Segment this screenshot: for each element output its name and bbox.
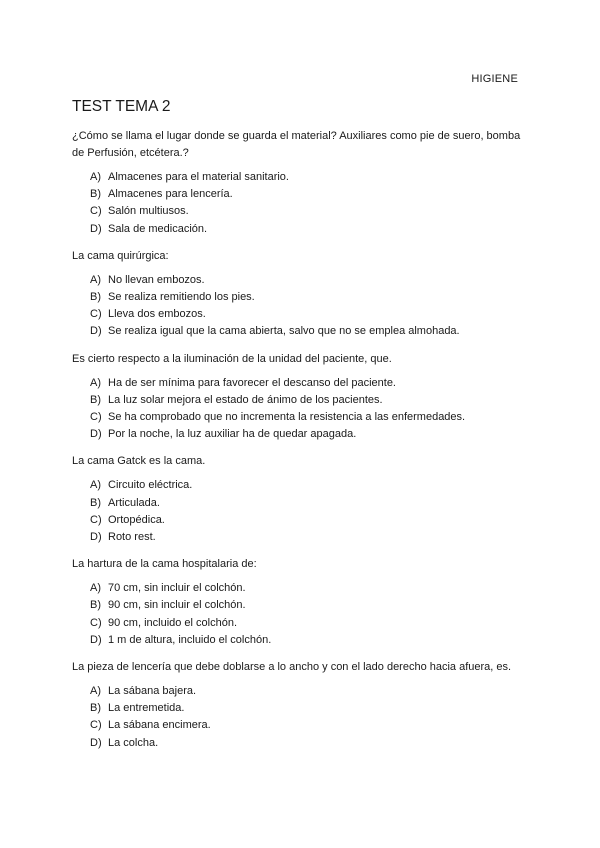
option-text: Sala de medicación.	[108, 222, 208, 235]
option-letter: D)	[90, 633, 102, 646]
option-letter: D)	[90, 325, 102, 338]
subject-header: HIGIENE	[471, 73, 518, 85]
option-letter: B)	[90, 702, 101, 715]
option-letter: C)	[90, 411, 102, 424]
option-letter: C)	[90, 513, 102, 526]
question-6	[72, 659, 532, 752]
question-4	[72, 453, 532, 546]
option-text: Almacenes para el material sanitario.	[108, 171, 289, 183]
option-text: La colcha.	[108, 736, 159, 749]
option-letter: A)	[90, 685, 101, 698]
option-letter: A)	[90, 479, 101, 492]
option-c	[90, 203, 532, 220]
option-text: La sábana encimera.	[108, 719, 211, 732]
option-list	[72, 477, 532, 546]
option-text: La luz solar mejora el estado de ánimo de los pacientes.	[108, 393, 383, 406]
option-text: 90 cm, sin incluir el colchón.	[108, 599, 246, 612]
option-text: Se realiza remitiendo los pies.	[108, 291, 255, 304]
question-text: Es cierto respecto a la iluminación de la unidad del paciente, que.	[72, 352, 392, 365]
option-letter: B)	[90, 291, 101, 304]
option-list	[72, 375, 532, 444]
page-title: TEST TEMA 2	[72, 98, 171, 115]
option-d	[90, 632, 532, 649]
option-text: Circuito eléctrica.	[108, 479, 193, 492]
option-text: Se realiza igual que la cama abierta, salvo que no se emplea almohada.	[108, 325, 460, 338]
question-text: La cama Gatck es la cama.	[72, 455, 206, 468]
question-text: La pieza de lencería que debe doblarse a lo ancho y con el lado derecho hacia afuera, es.	[72, 661, 512, 674]
option-d	[90, 735, 532, 752]
question-text: La cama quirúrgica:	[72, 249, 169, 262]
option-text: Almacenes para lencería.	[108, 188, 233, 201]
option-a	[90, 477, 532, 494]
option-text: 90 cm, incluido el colchón.	[108, 616, 238, 629]
question-text: ¿Cómo se llama el lugar donde se guarda el material? Auxiliares como pie de suero, bomba de Perfusión, etcétera.?	[72, 130, 521, 159]
option-letter: D)	[90, 531, 102, 544]
question-2	[72, 248, 532, 341]
option-b	[90, 700, 532, 717]
option-letter: B)	[90, 496, 101, 509]
option-a	[90, 169, 532, 186]
question-5	[72, 556, 532, 649]
option-d	[90, 323, 532, 340]
option-text: Roto rest.	[108, 531, 156, 544]
option-b	[90, 289, 532, 306]
option-letter: D)	[90, 428, 102, 441]
option-c	[90, 306, 532, 323]
option-text: 70 cm, sin incluir el colchón.	[108, 582, 246, 595]
option-list	[72, 272, 532, 341]
option-letter: A)	[90, 273, 101, 286]
option-letter: B)	[90, 599, 101, 612]
option-letter: C)	[90, 719, 102, 732]
option-letter: D)	[90, 222, 102, 235]
option-text: Articulada.	[108, 496, 160, 509]
question-list	[72, 128, 532, 762]
option-letter: D)	[90, 736, 102, 749]
option-c	[90, 615, 532, 632]
option-text: Ha de ser mínima para favorecer el descanso del paciente.	[108, 376, 396, 389]
option-b	[90, 186, 532, 203]
option-letter: C)	[90, 205, 102, 218]
option-letter: C)	[90, 308, 102, 321]
option-d	[90, 529, 532, 546]
option-text: Lleva dos embozos.	[108, 308, 206, 321]
option-c	[90, 717, 532, 734]
option-letter: C)	[90, 616, 102, 629]
option-text: Se ha comprobado que no incrementa la resistencia a las enfermedades.	[108, 411, 466, 424]
option-text: Ortopédica.	[108, 513, 165, 526]
option-text: La sábana bajera.	[108, 685, 197, 698]
option-letter: A)	[90, 582, 101, 595]
option-list	[72, 683, 532, 752]
option-list	[72, 580, 532, 649]
option-letter: B)	[90, 393, 101, 406]
option-letter: A)	[90, 376, 101, 389]
option-text: La entremetida.	[108, 702, 185, 715]
option-a	[90, 272, 532, 289]
option-list	[72, 169, 532, 238]
option-a	[90, 375, 532, 392]
question-3	[72, 351, 532, 444]
option-d	[90, 221, 532, 238]
option-b	[90, 597, 532, 614]
option-b	[90, 392, 532, 409]
option-letter: B)	[90, 188, 101, 201]
option-text: Por la noche, la luz auxiliar ha de quedar apagada.	[108, 428, 357, 441]
option-text: Salón multiusos.	[108, 205, 189, 218]
option-d	[90, 426, 532, 443]
option-a	[90, 683, 532, 700]
option-text: 1 m de altura, incluido el colchón.	[108, 633, 272, 646]
option-c	[90, 409, 532, 426]
option-a	[90, 580, 532, 597]
option-text: No llevan embozos.	[108, 273, 205, 286]
option-b	[90, 495, 532, 512]
option-letter: A)	[90, 171, 101, 183]
question-text: La hartura de la cama hospitalaria de:	[72, 558, 257, 571]
question-1	[72, 128, 532, 238]
option-c	[90, 512, 532, 529]
